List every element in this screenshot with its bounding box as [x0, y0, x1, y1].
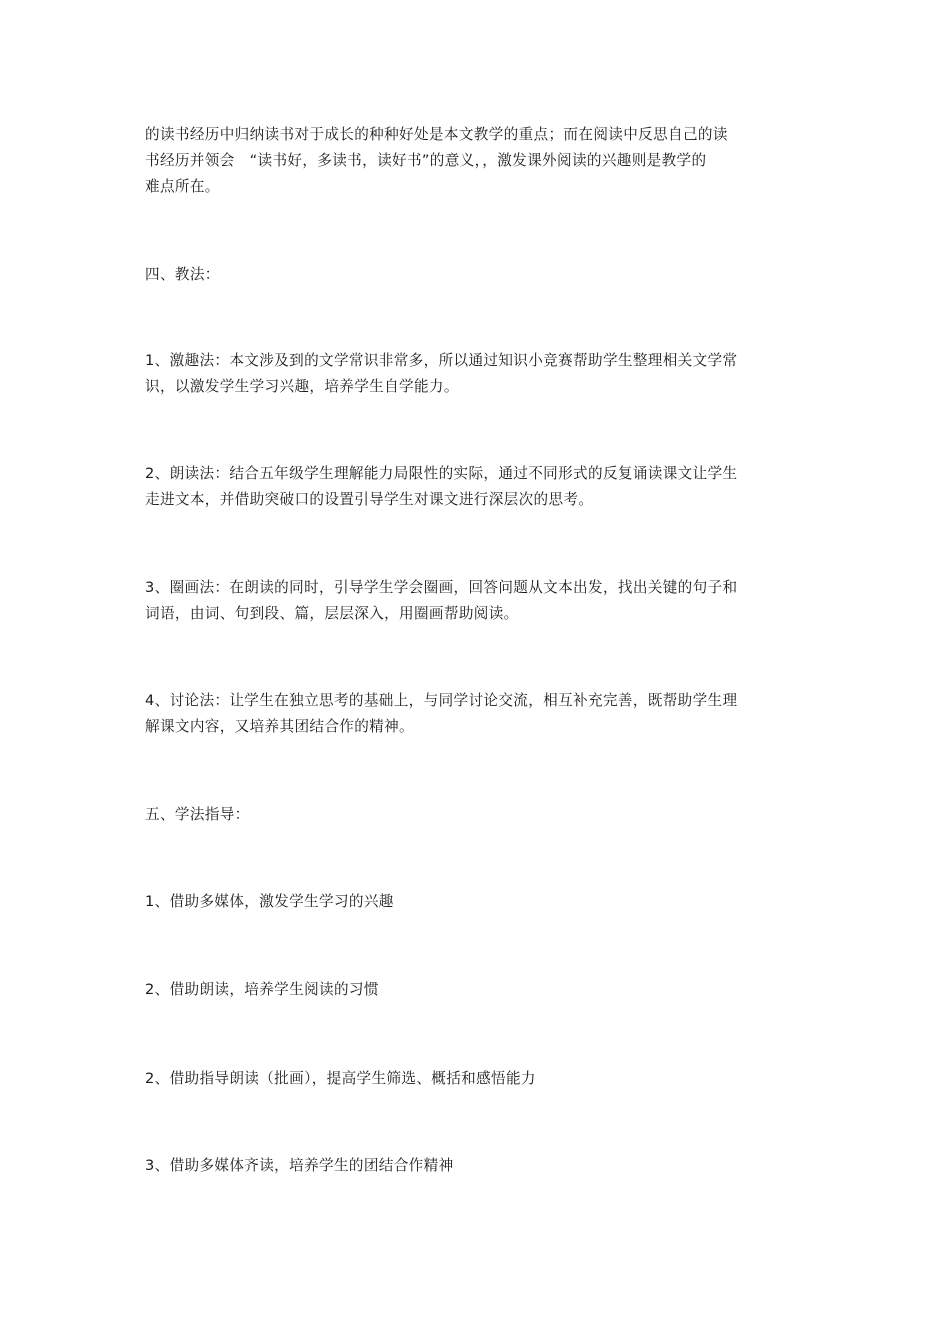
intro-paragraph — [145, 122, 813, 200]
text-line: 1、激趣法：本文涉及到的文学常识非常多，所以通过知识小竞赛帮助学生整理相关文学常 — [145, 352, 738, 369]
study-guidance-item-1 — [145, 889, 813, 915]
section-heading-study-guidance — [145, 802, 813, 828]
heading-text: 四、教法： — [145, 266, 220, 283]
text-line: 解课文内容，又培养其团结合作的精神。 — [145, 718, 414, 735]
heading-text: 五、学法指导： — [145, 806, 250, 823]
text-line: 1、借助多媒体，激发学生学习的兴趣 — [145, 893, 394, 910]
text-line: 识，以激发学生学习兴趣，培养学生自学能力。 — [145, 378, 459, 395]
text-line: 3、圈画法：在朗读的同时，引导学生学会圈画，回答问题从文本出发，找出关键的句子和 — [145, 579, 738, 596]
text-line: 的读书经历中归纳读书对于成长的种种好处是本文教学的重点；而在阅读中反思自己的读 — [145, 126, 728, 143]
text-line: 词语，由词、句到段、篇，层层深入，用圈画帮助阅读。 — [145, 605, 519, 622]
teaching-method-item-1 — [145, 348, 813, 400]
text-line: 3、借助多媒体齐读，培养学生的团结合作精神 — [145, 1157, 454, 1174]
text-line: 难点所在。 — [145, 178, 220, 195]
text-line: 4、讨论法：让学生在独立思考的基础上，与同学讨论交流，相互补充完善，既帮助学生理 — [145, 692, 738, 709]
text-line: 2、朗读法：结合五年级学生理解能力局限性的实际，通过不同形式的反复诵读课文让学生 — [145, 465, 738, 482]
section-heading-teaching-methods — [145, 262, 813, 288]
teaching-method-item-3 — [145, 575, 813, 627]
text-line: 走进文本，并借助突破口的设置引导学生对课文进行深层次的思考。 — [145, 491, 594, 508]
text-line: 书经历并领会 “读书好，多读书，读好书”的意义，，激发课外阅读的兴趣则是教学的 — [145, 152, 707, 169]
study-guidance-item-4 — [145, 1153, 813, 1179]
teaching-method-item-2 — [145, 461, 813, 513]
teaching-method-item-4 — [145, 688, 813, 740]
text-line: 2、借助指导朗读（批画），提高学生筛选、概括和感悟能力 — [145, 1070, 536, 1087]
text-line: 2、借助朗读，培养学生阅读的习惯 — [145, 981, 379, 998]
study-guidance-item-3 — [145, 1066, 813, 1092]
study-guidance-item-2 — [145, 977, 813, 1003]
